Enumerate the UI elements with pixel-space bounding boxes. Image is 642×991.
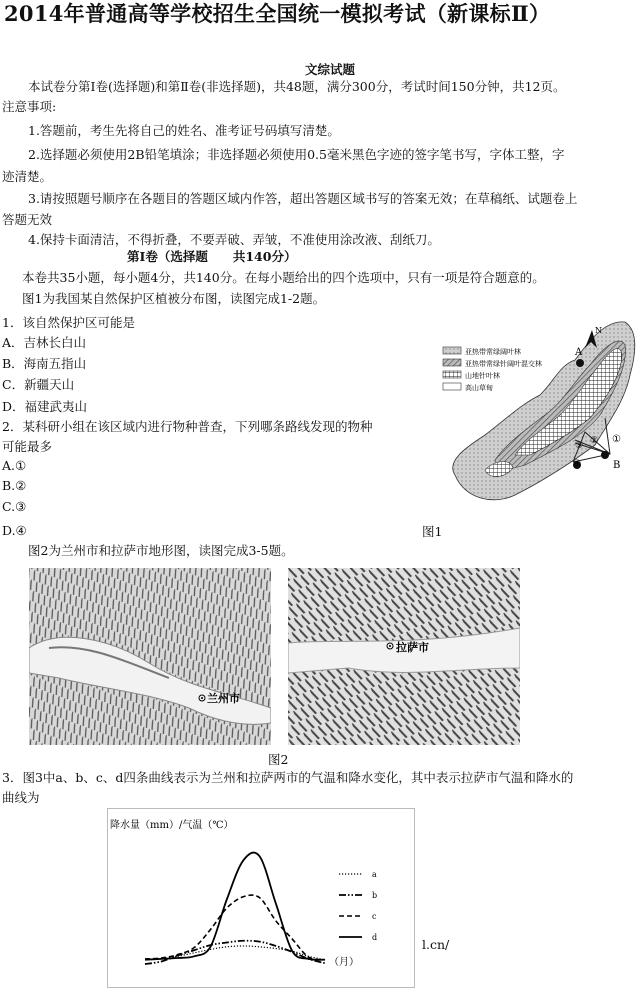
q3-stem-cont: 曲线为 [2,790,40,805]
q1-option-b: B．海南五指山 [2,356,87,371]
legend-label-d: d [372,933,378,942]
legend-label-c: c [372,912,377,921]
note-3: 3.请按照题号顺序在各题目的答题区域内作答，超出答题区域书写的答案无效；在草稿纸、试题卷上 [28,191,578,206]
lanzhou-label: 兰州市 [207,692,240,705]
q1-option-d: D．福建武夷山 [2,399,88,414]
q1-option-c: C．新疆天山 [2,377,75,392]
lhasa-label: 拉萨市 [396,641,429,654]
q2-stem: 2．某科研小组在该区域内进行物种普查，下列哪条路线发现的物种 [2,419,373,434]
q2-option-b: B.② [2,478,27,493]
note-4: 4.保持卡面清洁，不得折叠，不要弄破、弄皱，不准使用涂改液、刮纸刀。 [28,232,440,247]
point-b-marker [601,451,609,459]
route-1-label: ① [612,434,621,445]
legend-label-b: b [372,891,378,900]
climate-chart [107,808,415,988]
q2-option-c: C.③ [2,499,27,514]
chart-ylabel: 降水量（mm）/气温（℃） [110,820,234,831]
watermark-fragment: l.cn/ [422,937,450,952]
point-b-label: B [613,460,621,471]
q2-stem-cont: 可能最多 [2,439,53,454]
q1-option-a: A．吉林长白山 [2,335,87,350]
lhasa-terrain-map [288,568,520,745]
section-intro: 本卷共35小题，每小题4分，共140分。在每小题给出的四个选项中，只有一项是符合题意的。 [22,270,545,285]
q2-option-a: A.① [2,458,27,473]
note-2-cont: 迹清楚。 [2,169,53,184]
route-3-label: ③ [575,441,584,451]
note-1: 1.答题前，考生先将自己的姓名、准考证号码填写清楚。 [28,123,340,138]
fig2-intro: 图2为兰州市和拉萨市地形图，读图完成3-5题。 [28,543,294,558]
notes-heading: 注意事项: [2,99,57,114]
legend-broadleaf: 亚热带常绿阔叶林 [465,348,521,356]
figure-1-vegetation-map [425,320,640,510]
point-a-label: A [575,347,583,358]
fig1-legend [443,347,542,392]
figure-1-caption: 图1 [422,524,443,539]
intro-text: 本试卷分第Ⅰ卷(选择题)和第Ⅱ卷(非选择题)，共48题，满分300分，考试时间150分钟，共12页。 [28,79,566,94]
section-title: 第Ⅰ卷（选择题 共140分） [127,249,297,264]
exam-title: 2014年普通高等学校招生全国统一模拟考试（新课标Ⅱ） [4,1,551,26]
note-2: 2.选择题必须使用2B铅笔填涂；非选择题必须使用0.5毫米黑色字迹的签字笔书写，字体工整，字 [28,147,565,162]
fig1-intro: 图1为我国某自然保护区植被分布图，读图完成1-2题。 [22,291,326,306]
note-3-cont: 答题无效 [2,212,53,227]
chart-xlabel: （月） [329,957,359,968]
legend-label-a: a [372,870,377,879]
figure-2-caption: 图2 [268,752,289,767]
north-label: N [595,326,602,335]
subject-title: 文综试题 [305,62,356,77]
q3-stem: 3．图3中a、b、c、d四条曲线表示为兰州和拉萨两市的气温和降水变化，其中表示拉萨市气温和降水的 [2,770,574,785]
point-a-marker [576,359,584,367]
legend-meadow: 高山草甸 [465,384,493,392]
q2-option-d: D.④ [2,523,27,538]
legend-conifer: 山地针叶林 [465,372,500,380]
lanzhou-terrain-map [29,568,271,745]
legend-mixed: 亚热带常绿针阔叶混交林 [465,360,542,368]
route-4-label: ④ [573,459,582,469]
q1-stem: 1．该自然保护区可能是 [2,315,135,330]
route-2-label: ② [590,436,599,446]
